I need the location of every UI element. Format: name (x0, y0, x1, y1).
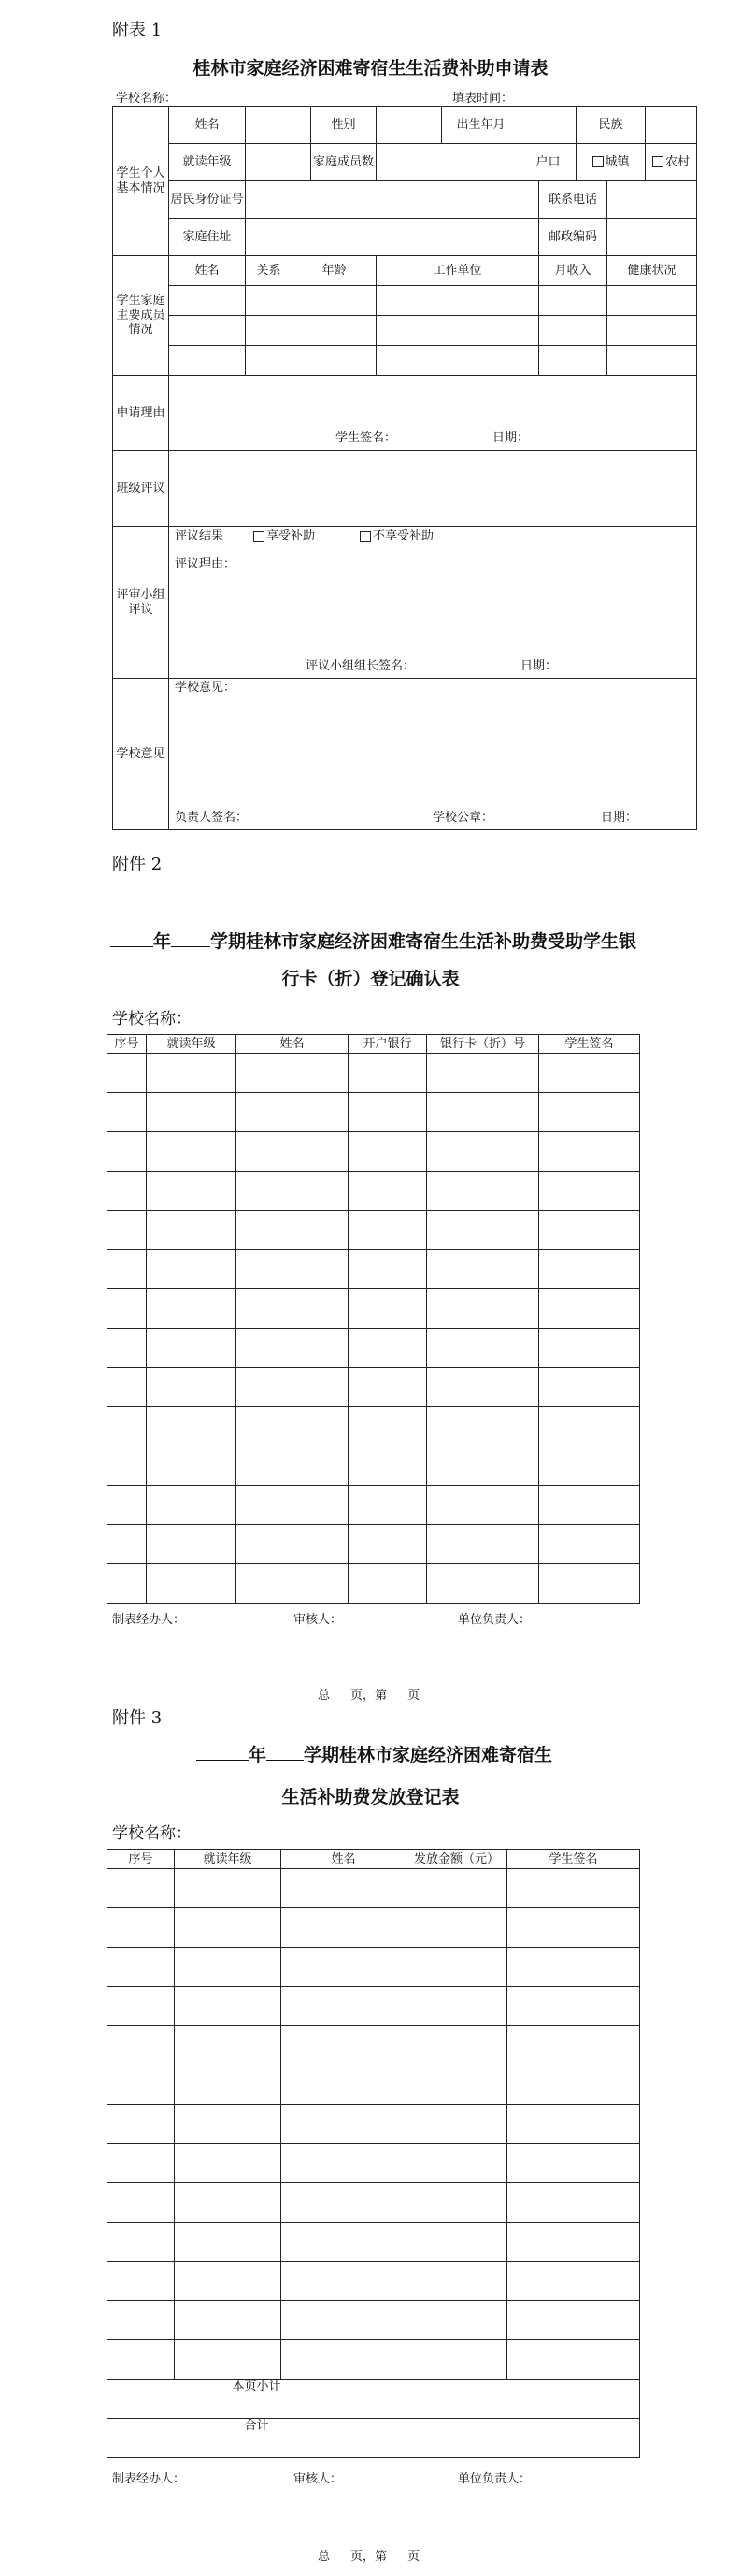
family-cell[interactable] (607, 316, 697, 346)
birth-field[interactable] (520, 107, 577, 144)
family-row (113, 286, 697, 316)
table-row (107, 1289, 640, 1329)
table-row (107, 2262, 640, 2301)
leader-sign-label: 评议小组组长签名： (306, 659, 416, 674)
table-cell[interactable] (349, 1329, 427, 1368)
table-cell[interactable] (539, 1329, 640, 1368)
form2-page-counter: 总 页，第 页 (318, 1689, 420, 1703)
table-cell[interactable] (427, 1093, 539, 1132)
table-cell[interactable] (147, 1486, 236, 1525)
table-cell[interactable] (107, 1211, 147, 1250)
table-cell[interactable] (349, 1289, 427, 1329)
table-row (107, 1446, 640, 1486)
total-row-value[interactable] (406, 2419, 640, 2458)
grade-label: 就读年级 (169, 144, 246, 181)
rural-label: 农村 (665, 154, 691, 169)
table-row (107, 1525, 640, 1564)
family-header-income: 月收入 (539, 256, 607, 286)
hukou-label: 户口 (520, 144, 577, 181)
table-row (107, 2105, 640, 2144)
table-cell[interactable] (539, 1564, 640, 1604)
table-cell[interactable] (281, 2183, 406, 2223)
table-cell[interactable] (349, 1407, 427, 1446)
family-header-health: 健康状况 (607, 256, 697, 286)
table-cell[interactable] (406, 2026, 507, 2065)
table-cell[interactable] (236, 1368, 349, 1407)
table-cell[interactable] (281, 1987, 406, 2026)
table-cell[interactable] (539, 1132, 640, 1172)
table-cell[interactable] (427, 1525, 539, 1564)
header-seq: 序号 (107, 1850, 175, 1869)
phone-label: 联系电话 (539, 181, 607, 219)
table-cell[interactable] (539, 1211, 640, 1250)
table-cell[interactable] (107, 1525, 147, 1564)
class-section-label: 班级评议 (113, 451, 169, 527)
table-cell[interactable] (281, 2223, 406, 2262)
family-row (113, 316, 697, 346)
table-cell[interactable] (539, 1486, 640, 1525)
table-cell[interactable] (147, 1525, 236, 1564)
table-row (107, 2065, 640, 2105)
table-cell[interactable] (349, 1132, 427, 1172)
table-cell[interactable] (107, 1446, 147, 1486)
id-card-label: 居民身份证号 (169, 181, 246, 219)
family-cell[interactable] (539, 316, 607, 346)
subtotal-row-label: 本页小计 (107, 2380, 406, 2419)
table-cell[interactable] (107, 2183, 175, 2223)
family-cell[interactable] (169, 346, 246, 376)
family-row (113, 346, 697, 376)
table-cell[interactable] (507, 1908, 640, 1948)
ethnicity-label: 民族 (577, 107, 646, 144)
table-cell[interactable] (427, 1211, 539, 1250)
table-cell[interactable] (539, 1289, 640, 1329)
table-cell[interactable] (236, 1329, 349, 1368)
table-cell[interactable] (107, 1289, 147, 1329)
table-cell[interactable] (147, 1132, 236, 1172)
table-cell[interactable] (406, 2301, 507, 2340)
table-cell[interactable] (175, 1869, 281, 1908)
table-cell[interactable] (427, 1329, 539, 1368)
table-row (107, 1869, 640, 1908)
reason-section-label: 申请理由 (113, 376, 169, 451)
table-cell[interactable] (281, 2301, 406, 2340)
table-cell[interactable] (507, 2183, 640, 2223)
table-cell[interactable] (349, 1368, 427, 1407)
header-grade: 就读年级 (175, 1850, 281, 1869)
table-cell[interactable] (406, 1948, 507, 1987)
table-cell[interactable] (281, 1948, 406, 1987)
header-amount: 发放金额（元） (406, 1850, 507, 1869)
table-cell[interactable] (175, 2105, 281, 2144)
phone-field[interactable] (607, 181, 697, 219)
school-date-label: 日期： (601, 811, 638, 826)
town-checkbox[interactable] (592, 156, 604, 167)
table-cell[interactable] (281, 1869, 406, 1908)
school-opinion-label: 学校意见： (175, 681, 236, 695)
application-form-table (112, 106, 697, 830)
address-field[interactable] (246, 219, 539, 256)
table-cell[interactable] (281, 2262, 406, 2301)
table-cell[interactable] (539, 1093, 640, 1132)
table-cell[interactable] (147, 1289, 236, 1329)
not-enjoy-checkbox[interactable] (360, 531, 371, 542)
table-cell[interactable] (107, 1407, 147, 1446)
table-row (107, 1132, 640, 1172)
school-opinion-field[interactable] (169, 679, 697, 830)
table-cell[interactable] (147, 1250, 236, 1289)
family-cell[interactable] (292, 316, 377, 346)
review-reason-label: 评议理由： (175, 557, 236, 571)
postcode-label: 邮政编码 (539, 219, 607, 256)
table-cell[interactable] (507, 2340, 640, 2380)
table-row (107, 1987, 640, 2026)
table-cell[interactable] (539, 1250, 640, 1289)
enjoy-label: 享受补助 (266, 529, 316, 543)
header-bank: 开户银行 (349, 1035, 427, 1054)
form3-school-label: 学校名称： (112, 1824, 192, 1843)
table-cell[interactable] (236, 1250, 349, 1289)
table-cell[interactable] (147, 1407, 236, 1446)
table-cell[interactable] (175, 1987, 281, 2026)
table-cell[interactable] (175, 2026, 281, 2065)
table-cell[interactable] (107, 2105, 175, 2144)
table-cell[interactable] (107, 1172, 147, 1211)
family-cell[interactable] (607, 286, 697, 316)
school-section-label: 学校意见 (113, 679, 169, 830)
table-cell[interactable] (281, 2105, 406, 2144)
table-cell[interactable] (107, 2223, 175, 2262)
review-date-label: 日期： (520, 659, 558, 674)
table-cell[interactable] (107, 1564, 147, 1604)
table-row (107, 1093, 640, 1132)
review-field[interactable] (169, 527, 697, 679)
table-cell[interactable] (349, 1486, 427, 1525)
name-field[interactable] (246, 107, 311, 144)
table-row (107, 1054, 640, 1093)
postcode-field[interactable] (607, 219, 697, 256)
rural-option[interactable] (646, 144, 697, 181)
table-cell[interactable] (107, 2340, 175, 2380)
id-card-field[interactable] (246, 181, 539, 219)
table-cell[interactable] (147, 1564, 236, 1604)
table-row (107, 2144, 640, 2183)
reason-date-label: 日期： (492, 431, 530, 446)
table-cell[interactable] (507, 2065, 640, 2105)
not-enjoy-label: 不享受补助 (373, 529, 435, 543)
table-cell[interactable] (107, 1093, 147, 1132)
table-cell[interactable] (147, 1211, 236, 1250)
table-cell[interactable] (175, 2262, 281, 2301)
table-cell[interactable] (107, 1132, 147, 1172)
table-cell[interactable] (107, 2065, 175, 2105)
table-cell[interactable] (281, 1908, 406, 1948)
family-cell[interactable] (539, 346, 607, 376)
header-name: 姓名 (281, 1850, 406, 1869)
family-section-label: 学生家庭主要成员情况 (113, 256, 169, 376)
table-row (107, 1948, 640, 1987)
table-cell[interactable] (281, 2026, 406, 2065)
table-cell[interactable] (107, 1250, 147, 1289)
table-cell[interactable] (349, 1446, 427, 1486)
table-cell[interactable] (107, 1329, 147, 1368)
table-cell[interactable] (107, 2301, 175, 2340)
table-cell[interactable] (107, 1869, 175, 1908)
form3-maker-label: 制表经办人： (112, 2472, 186, 2486)
family-size-field[interactable] (377, 144, 520, 181)
family-header-relation: 关系 (246, 256, 292, 286)
form3-title-line1: 年 学期桂林市家庭经济困难寄宿生 (196, 1741, 552, 1766)
table-cell[interactable] (349, 1054, 427, 1093)
form3-title-line2: 生活补助费发放登记表 (281, 1787, 460, 1807)
table-cell[interactable] (406, 1869, 507, 1908)
not-enjoy-option[interactable] (360, 529, 434, 544)
table-cell[interactable] (349, 1564, 427, 1604)
table-cell[interactable] (147, 1368, 236, 1407)
table-cell[interactable] (107, 1948, 175, 1987)
table-row (107, 1486, 640, 1525)
table-cell[interactable] (507, 2262, 640, 2301)
table-cell[interactable] (236, 1054, 349, 1093)
table-cell[interactable] (175, 1948, 281, 1987)
table-cell[interactable] (427, 1289, 539, 1329)
table-cell[interactable] (406, 2223, 507, 2262)
table-row (107, 1564, 640, 1604)
table-cell[interactable] (507, 1987, 640, 2026)
subtotal-row-value[interactable] (406, 2380, 640, 2419)
family-cell[interactable] (169, 316, 246, 346)
header-seq: 序号 (107, 1035, 147, 1054)
header-card-no: 银行卡（折）号 (427, 1035, 539, 1054)
ethnicity-field[interactable] (646, 107, 697, 144)
family-cell[interactable] (377, 286, 539, 316)
person-sign-label: 负责人签名： (175, 811, 249, 826)
review-result-label: 评议结果 (175, 529, 224, 543)
form2-reviewer-label: 审核人： (293, 1613, 343, 1627)
table-row (107, 2183, 640, 2223)
table-cell[interactable] (427, 1054, 539, 1093)
table-cell[interactable] (147, 1172, 236, 1211)
table-cell[interactable] (175, 2340, 281, 2380)
enjoy-option[interactable] (253, 529, 315, 544)
table-cell[interactable] (236, 1446, 349, 1486)
table-cell[interactable] (406, 2144, 507, 2183)
review-section-label: 评审小组评议 (113, 527, 169, 679)
table-cell[interactable] (349, 1525, 427, 1564)
table-cell[interactable] (349, 1172, 427, 1211)
form2-title-line1: 年 学期桂林市家庭经济困难寄宿生生活补助费受助学生银 (110, 928, 636, 953)
table-cell[interactable] (349, 1250, 427, 1289)
table-cell[interactable] (539, 1446, 640, 1486)
family-cell[interactable] (377, 316, 539, 346)
table-cell[interactable] (175, 2065, 281, 2105)
table-cell[interactable] (147, 1054, 236, 1093)
fill-time-label: 填表时间： (452, 92, 514, 106)
table-cell[interactable] (507, 1869, 640, 1908)
table-cell[interactable] (427, 1486, 539, 1525)
family-cell[interactable] (246, 316, 292, 346)
attachment-label-3: 附件 3 (112, 1708, 163, 1728)
subtotal-row (107, 2380, 640, 2419)
family-cell[interactable] (246, 286, 292, 316)
distribution-table (107, 1849, 640, 2458)
table-cell[interactable] (507, 2026, 640, 2065)
table-cell[interactable] (175, 2223, 281, 2262)
attachment-label-2: 附件 2 (112, 855, 163, 874)
table-cell[interactable] (507, 2144, 640, 2183)
table-row (107, 1908, 640, 1948)
table-cell[interactable] (175, 2183, 281, 2223)
table-cell[interactable] (107, 1054, 147, 1093)
table-row (107, 2301, 640, 2340)
table-cell[interactable] (539, 1407, 640, 1446)
family-cell[interactable] (292, 286, 377, 316)
family-cell[interactable] (292, 346, 377, 376)
table-cell[interactable] (281, 2065, 406, 2105)
table-cell[interactable] (107, 2262, 175, 2301)
table-cell[interactable] (236, 1093, 349, 1132)
table-cell[interactable] (281, 2144, 406, 2183)
table-cell[interactable] (175, 2301, 281, 2340)
table-cell[interactable] (427, 1564, 539, 1604)
birth-label: 出生年月 (442, 107, 520, 144)
family-cell[interactable] (169, 286, 246, 316)
table-cell[interactable] (349, 1211, 427, 1250)
table-cell[interactable] (236, 1211, 349, 1250)
school-name-label: 学校名称： (116, 92, 178, 106)
table-cell[interactable] (349, 1093, 427, 1132)
name-label: 姓名 (169, 107, 246, 144)
table-cell[interactable] (236, 1289, 349, 1329)
form3-unit-head-label: 单位负责人： (458, 2472, 532, 2486)
table-cell[interactable] (107, 1486, 147, 1525)
family-cell[interactable] (377, 346, 539, 376)
table-cell[interactable] (406, 2183, 507, 2223)
table-row (107, 1329, 640, 1368)
form2-school-label: 学校名称： (112, 1010, 192, 1029)
table-cell[interactable] (507, 1948, 640, 1987)
table-cell[interactable] (236, 1564, 349, 1604)
table-cell[interactable] (427, 1446, 539, 1486)
reason-field[interactable] (169, 376, 697, 451)
class-review-field[interactable] (169, 451, 697, 527)
header-name: 姓名 (236, 1035, 349, 1054)
family-header-age: 年龄 (292, 256, 377, 286)
form2-unit-head-label: 单位负责人： (458, 1613, 532, 1627)
table-cell[interactable] (147, 1446, 236, 1486)
table-cell[interactable] (107, 1987, 175, 2026)
table-cell[interactable] (539, 1054, 640, 1093)
form3-reviewer-label: 审核人： (293, 2472, 343, 2486)
gender-field[interactable] (377, 107, 442, 144)
table-cell[interactable] (406, 2340, 507, 2380)
table-cell[interactable] (427, 1132, 539, 1172)
table-cell[interactable] (406, 2105, 507, 2144)
table-cell[interactable] (175, 1908, 281, 1948)
form3-page-counter: 总 页，第 页 (318, 2550, 420, 2564)
table-row (107, 2026, 640, 2065)
table-cell[interactable] (406, 2262, 507, 2301)
family-header-workplace: 工作单位 (377, 256, 539, 286)
table-row (107, 2223, 640, 2262)
table-cell[interactable] (427, 1250, 539, 1289)
school-seal-label: 学校公章： (433, 811, 494, 826)
table-cell[interactable] (406, 2065, 507, 2105)
bank-card-table (107, 1034, 640, 1604)
table-cell[interactable] (236, 1486, 349, 1525)
table-row (107, 1368, 640, 1407)
grade-field[interactable] (246, 144, 311, 181)
address-label: 家庭住址 (169, 219, 246, 256)
table-row (107, 2340, 640, 2380)
table-cell[interactable] (175, 2144, 281, 2183)
table-cell[interactable] (427, 1407, 539, 1446)
table-row (107, 1407, 640, 1446)
table-cell[interactable] (539, 1525, 640, 1564)
total-row (107, 2419, 640, 2458)
table-cell[interactable] (147, 1329, 236, 1368)
table-cell[interactable] (236, 1407, 349, 1446)
header-signature: 学生签名 (507, 1850, 640, 1869)
form1-title: 桂林市家庭经济困难寄宿生生活费补助申请表 (192, 58, 549, 79)
table-cell[interactable] (281, 2340, 406, 2380)
table-cell[interactable] (147, 1093, 236, 1132)
table-cell[interactable] (236, 1132, 349, 1172)
family-cell[interactable] (246, 346, 292, 376)
table-cell[interactable] (406, 1987, 507, 2026)
table-cell[interactable] (236, 1525, 349, 1564)
table-cell[interactable] (427, 1368, 539, 1407)
table-row (107, 1211, 640, 1250)
gender-label: 性别 (311, 107, 377, 144)
form2-maker-label: 制表经办人： (112, 1613, 186, 1627)
family-cell[interactable] (539, 286, 607, 316)
town-label: 城镇 (605, 154, 630, 169)
table-cell[interactable] (507, 2105, 640, 2144)
header-signature: 学生签名 (539, 1035, 640, 1054)
table-cell[interactable] (427, 1172, 539, 1211)
personal-section-label: 学生个人基本情况 (113, 107, 169, 256)
total-row-label: 合计 (107, 2419, 406, 2458)
table-row (107, 1172, 640, 1211)
table-cell[interactable] (107, 2026, 175, 2065)
table-cell[interactable] (107, 2144, 175, 2183)
student-sign-label: 学生签名： (335, 431, 397, 446)
table-cell[interactable] (107, 1908, 175, 1948)
table-cell[interactable] (107, 1368, 147, 1407)
header-grade: 就读年级 (147, 1035, 236, 1054)
enjoy-checkbox[interactable] (253, 531, 264, 542)
family-header-name: 姓名 (169, 256, 246, 286)
table-cell[interactable] (539, 1368, 640, 1407)
family-cell[interactable] (607, 346, 697, 376)
table-cell[interactable] (236, 1172, 349, 1211)
rural-checkbox[interactable] (652, 156, 663, 167)
attachment-label-1: 附表 1 (112, 21, 163, 40)
town-option[interactable] (577, 144, 646, 181)
table-cell[interactable] (406, 1908, 507, 1948)
table-cell[interactable] (539, 1172, 640, 1211)
table-row (107, 1250, 640, 1289)
form2-title-line2: 行卡（折）登记确认表 (281, 969, 460, 989)
family-size-label: 家庭成员数 (311, 144, 377, 181)
table-cell[interactable] (507, 2223, 640, 2262)
table-cell[interactable] (507, 2301, 640, 2340)
